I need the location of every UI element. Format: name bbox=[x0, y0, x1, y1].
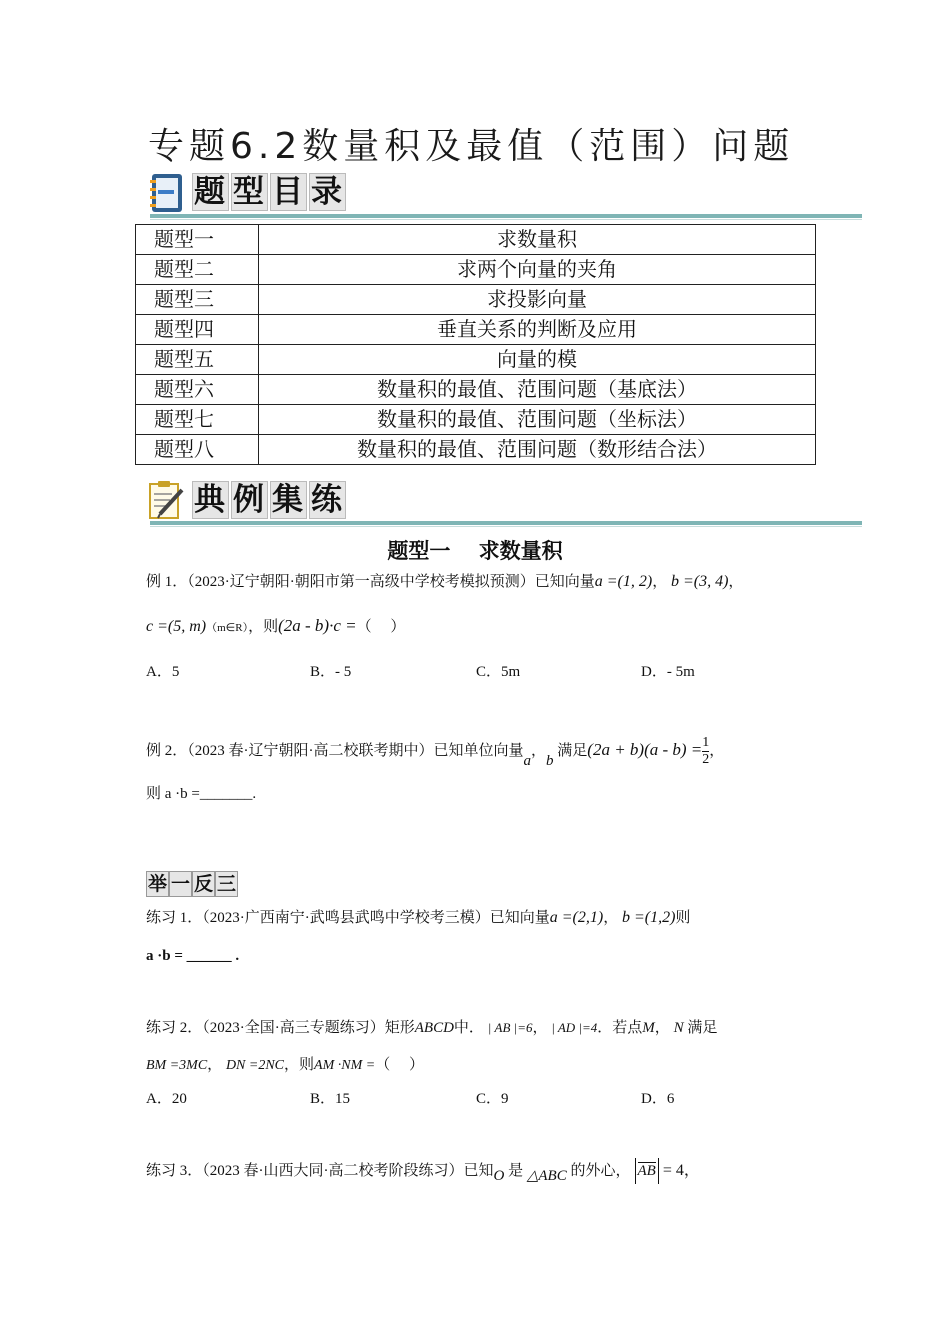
table-row: 题型六 数量积的最值、范围问题（基底法） bbox=[136, 375, 816, 405]
page-title: 专题6.2数量积及最值（范围）问题 bbox=[148, 126, 795, 167]
table-row: 题型七 数量积的最值、范围问题（坐标法） bbox=[136, 405, 816, 435]
table-row: 题型二 求两个向量的夹角 bbox=[136, 255, 816, 285]
section-header-toc bbox=[146, 170, 348, 214]
abs-vector: AB bbox=[635, 1158, 659, 1184]
section-title-examples: 典 例 集 练 bbox=[194, 482, 344, 518]
table-row: 题型三 求投影向量 bbox=[136, 285, 816, 315]
option-b: B．- 5 bbox=[310, 664, 352, 680]
option-a: A．20 bbox=[146, 1091, 187, 1107]
pencil-note-icon bbox=[146, 480, 186, 520]
example-1-line1: 例 1．（2023·辽宁朝阳·朝阳市第一高级中学校考模拟预测）已知向量a =(1, 2)， b =(3, 4)， bbox=[146, 573, 744, 590]
table-row: 题型八 数量积的最值、范围问题（数形结合法） bbox=[136, 435, 816, 465]
example-1-line2: c =(5, m)（m∈R），则(2a - b)·c =（ ） bbox=[146, 616, 406, 635]
practice-3-line1: 练习 3．（2023 春·山西大同·高二校考阶段练习）已知O 是 △ABC 的外心， AB = 4， bbox=[146, 1157, 700, 1184]
divider bbox=[150, 214, 862, 218]
option-d: D．6 bbox=[641, 1091, 675, 1107]
practice-2-line2: BM =3MC， DN =2NC，则AM ·NM =（ ） bbox=[146, 1057, 424, 1073]
option-c: C．5m bbox=[476, 664, 521, 680]
practice-2-line1: 练习 2．（2023·全国·高三专题练习）矩形ABCD中． | AB |=6， | AD |=4．若点M， N 满足 bbox=[146, 1020, 718, 1036]
divider bbox=[150, 521, 862, 525]
option-a: A．5 bbox=[146, 664, 180, 680]
practice-1-line2: a ·b = ______ . bbox=[146, 948, 240, 964]
practice-heading: 举 一 反 三 bbox=[148, 873, 237, 895]
section-title-toc: 题 型 目 录 bbox=[194, 174, 344, 210]
example-2-line2: 则 a ·b =_______. bbox=[146, 786, 257, 802]
option-b: B．15 bbox=[310, 1091, 351, 1107]
section-header-examples bbox=[146, 478, 348, 522]
table-row: 题型五 向量的模 bbox=[136, 345, 816, 375]
toc-table bbox=[135, 224, 816, 465]
table-row: 题型一 求数量积 bbox=[136, 225, 816, 255]
option-d: D．- 5m bbox=[641, 664, 695, 680]
option-c: C．9 bbox=[476, 1091, 509, 1107]
divider bbox=[150, 219, 862, 220]
table-row: 题型四 垂直关系的判断及应用 bbox=[136, 315, 816, 345]
divider bbox=[150, 526, 862, 527]
notebook-icon bbox=[146, 172, 186, 212]
practice-1-line1: 练习 1．（2023·广西南宁·武鸣县武鸣中学校考三模）已知向量a =(2,1)， b =(1,2)则 bbox=[146, 909, 691, 926]
type1-heading: 题型一 求数量积 bbox=[387, 539, 563, 563]
fraction: $\frac{1}{2}$ bbox=[702, 735, 710, 767]
example-2-line1: 例 2．（2023 春·辽宁朝阳·高二校联考期中）已知单位向量a，b 满足(2a + b)(a - b) = $\frac{1}{2}$ ， bbox=[146, 735, 725, 769]
